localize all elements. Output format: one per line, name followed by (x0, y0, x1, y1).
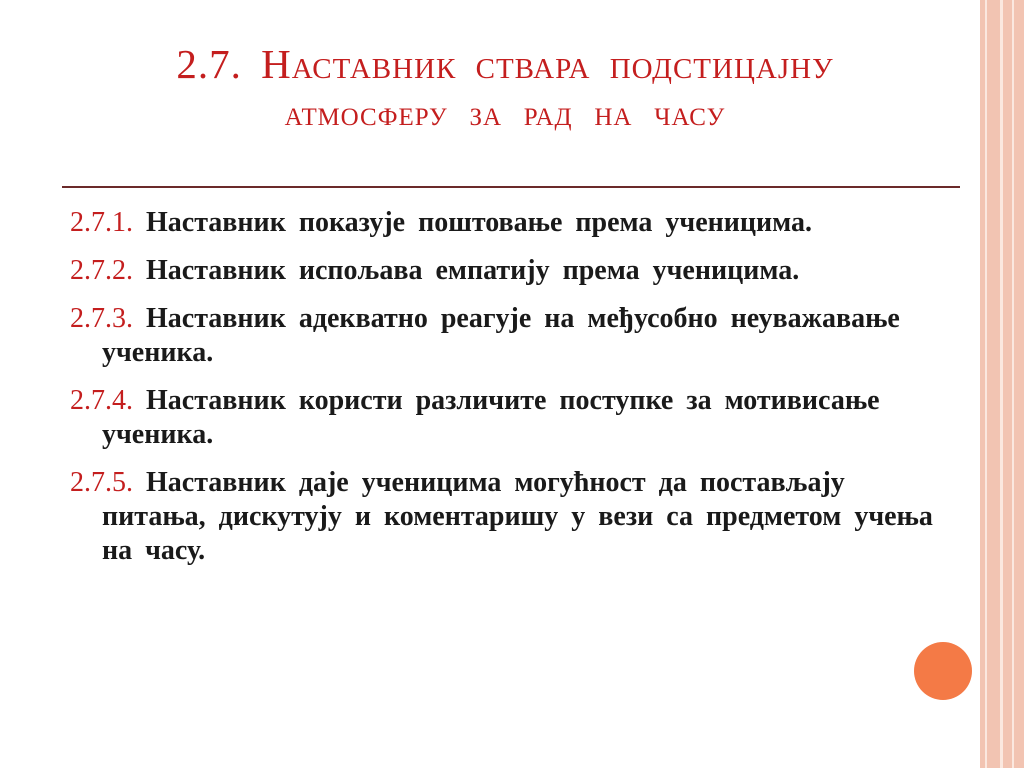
title-text-line-2: атмосферу за рад на часу (284, 94, 726, 134)
item-number: 2.7.5. (70, 467, 133, 498)
item-number: 2.7.3. (70, 303, 133, 334)
list-item (70, 206, 960, 240)
item-text: Наставник адекватно реагује на међусобно неуважавање ученика. (102, 303, 900, 368)
decorative-stripe-line (1012, 0, 1014, 768)
item-text: Наставник испољава емпатију према ученицима. (146, 255, 800, 286)
list-item (70, 302, 960, 370)
item-number: 2.7.2. (70, 255, 133, 286)
highlight-circle (914, 642, 972, 700)
item-number: 2.7.4. (70, 385, 133, 416)
list-item (70, 384, 960, 452)
criteria-list (70, 206, 960, 582)
title-text-line-1: Наставник ствара подстицајну (261, 41, 834, 87)
slide-title (40, 40, 970, 135)
title-number: 2.7. (176, 41, 242, 87)
item-text: Наставник користи различите поступке за мотивисање ученика. (102, 385, 880, 450)
title-line-1 (40, 40, 970, 89)
item-text: Наставник даје ученицима могућност да постављају питања, дискутују и коментаришу у вези са предметом учења на часу. (102, 467, 933, 566)
decorative-stripe-line (985, 0, 987, 768)
title-divider (62, 186, 960, 188)
list-item (70, 466, 960, 568)
decorative-stripe-line (1000, 0, 1003, 768)
item-number: 2.7.1. (70, 207, 133, 238)
list-item (70, 254, 960, 288)
item-text: Наставник показује поштовање према ученицима. (146, 207, 813, 238)
